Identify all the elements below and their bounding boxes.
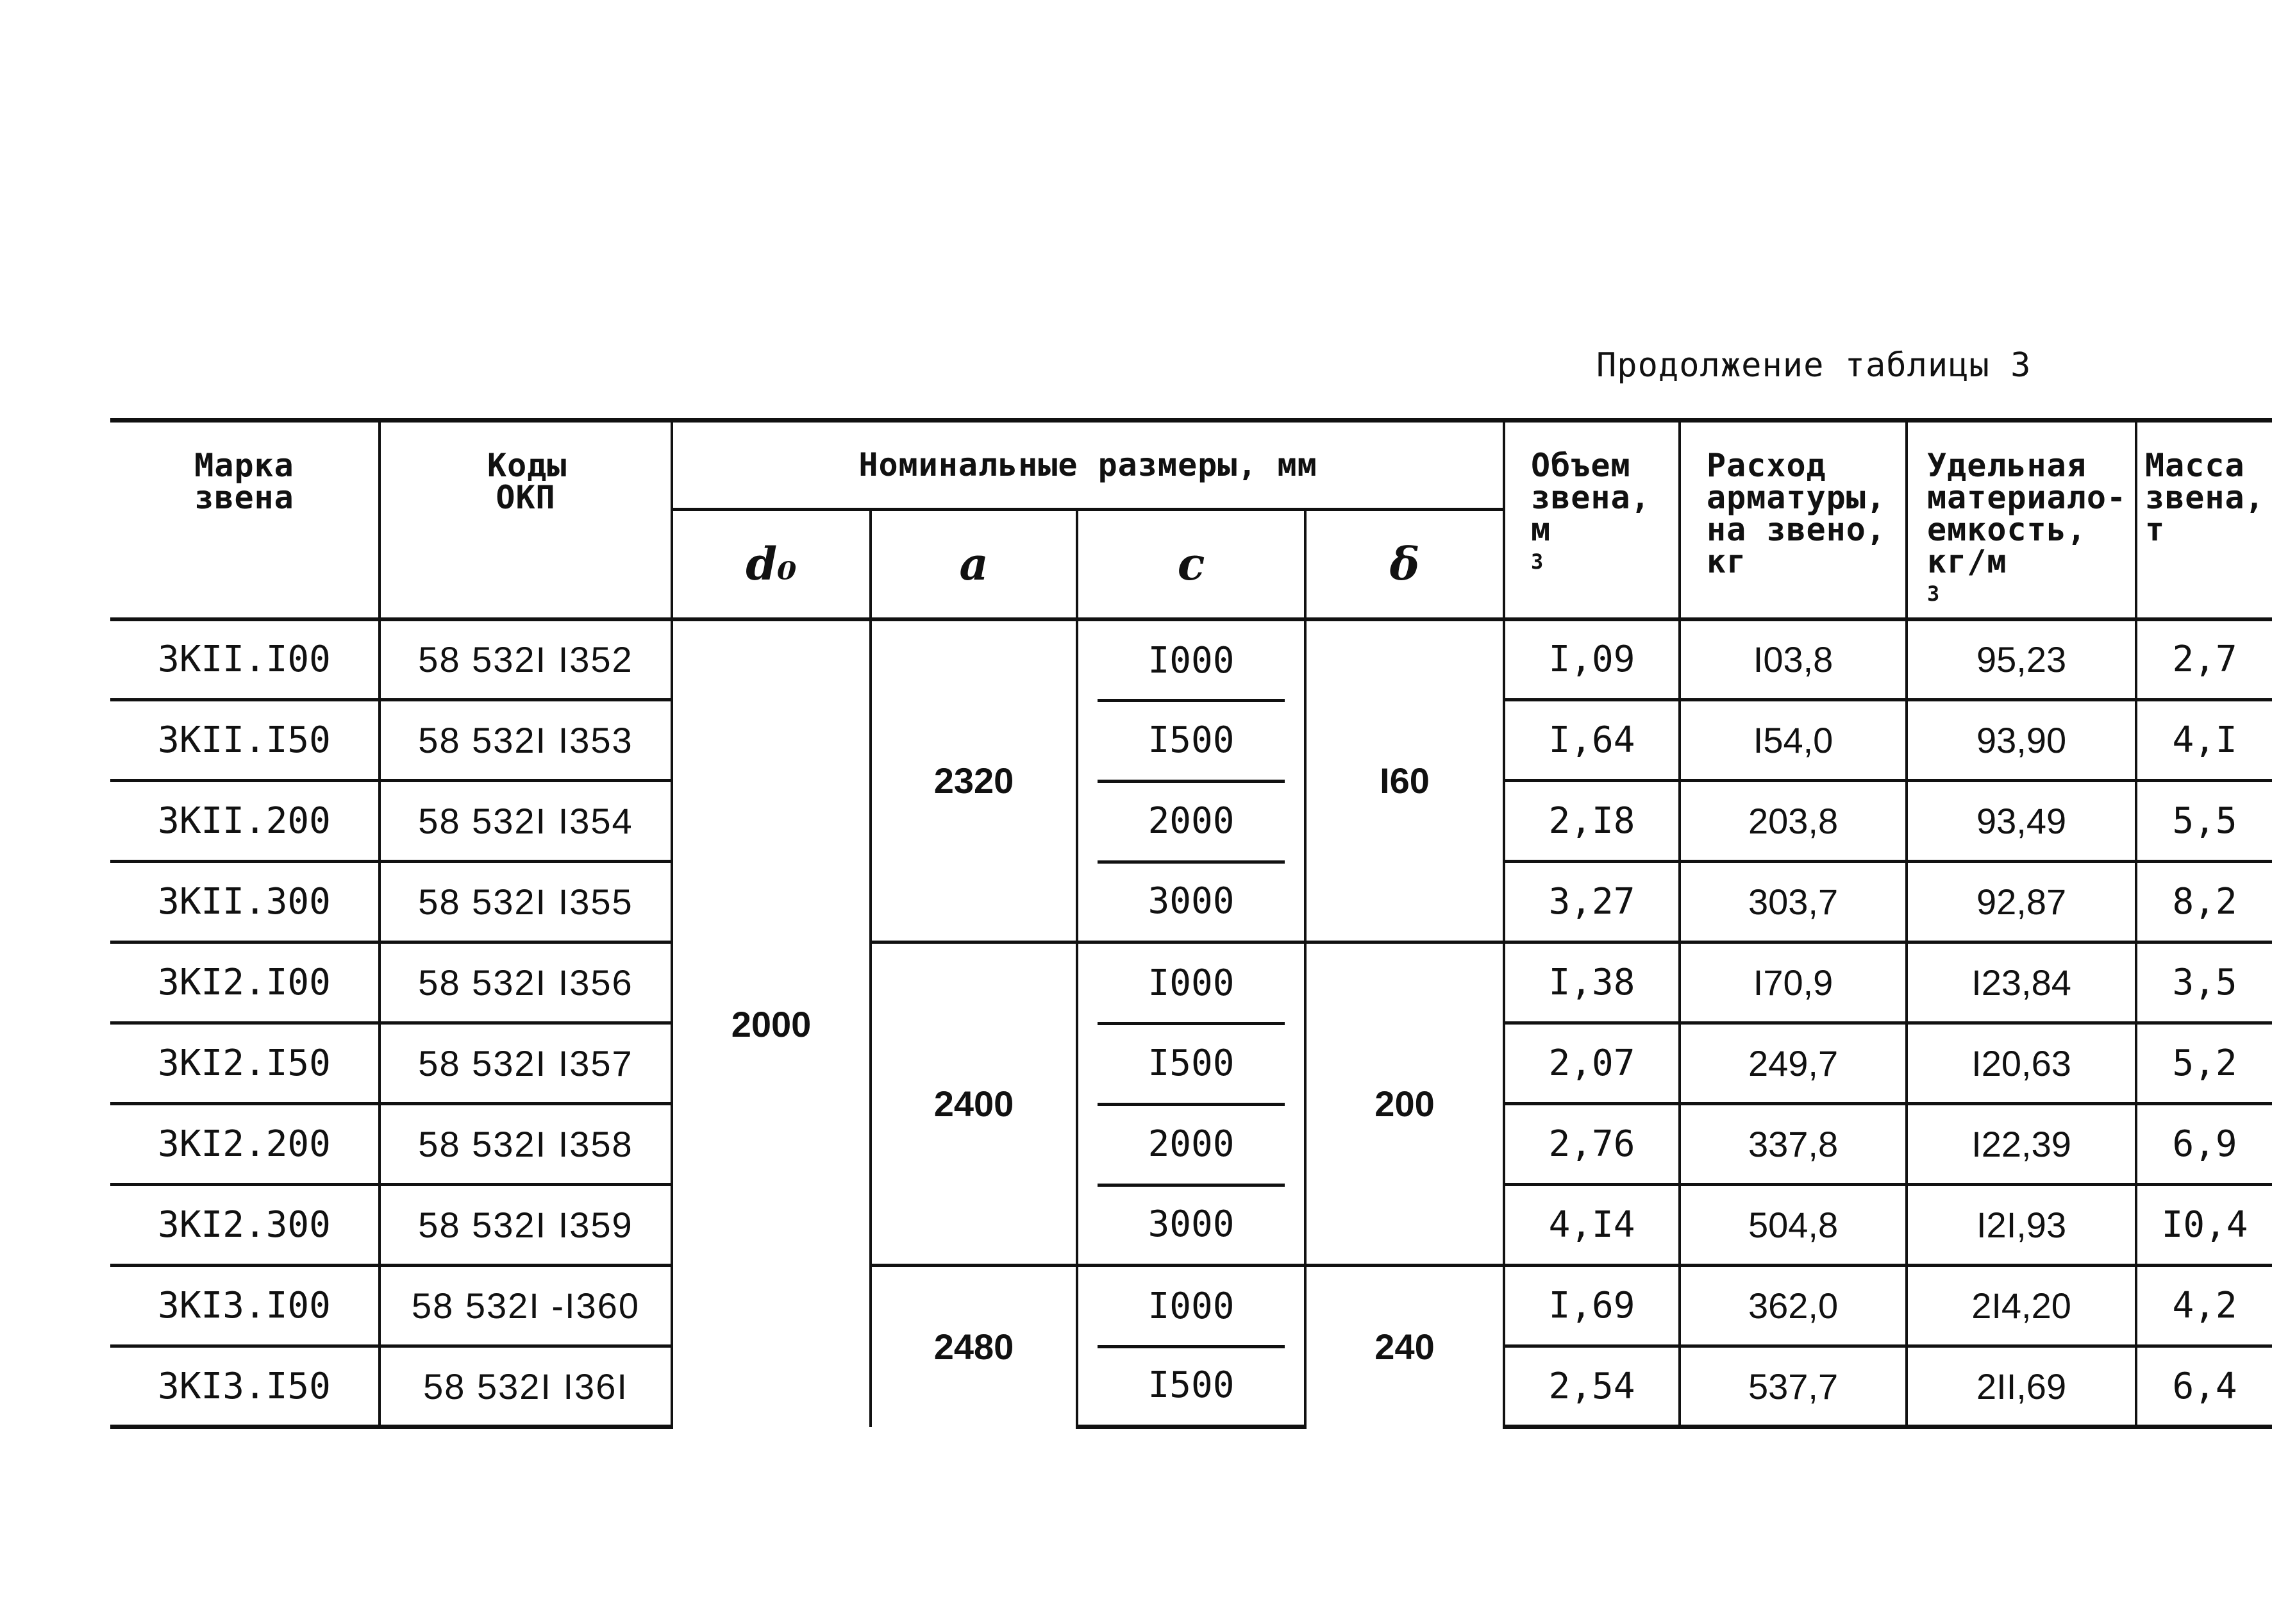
table-row	[110, 700, 2272, 781]
specific-cell: 93,90	[1907, 700, 2136, 781]
table-row	[110, 862, 2272, 942]
col-header-specific	[1907, 421, 2136, 619]
mark-cell: 3КI2.I50	[110, 1023, 380, 1104]
mass-cell: 6,9	[2136, 1104, 2272, 1185]
specific-cell: I22,39	[1907, 1104, 2136, 1185]
rebar-cell: 203,8	[1680, 781, 1907, 862]
volume-cell: 2,76	[1504, 1104, 1680, 1185]
mark-cell: 3КI3.I50	[110, 1346, 380, 1427]
col-header-volume-label: Объем звена, м	[1531, 447, 1651, 548]
rebar-cell: 362,0	[1680, 1266, 1907, 1346]
delta-value: 240	[1305, 1266, 1504, 1427]
col-header-volume	[1504, 421, 1680, 619]
code-cell: 58 532I I36I	[380, 1346, 672, 1427]
mass-cell: 4,I	[2136, 700, 2272, 781]
delta-value: I60	[1305, 619, 1504, 942]
c-cell: 3000	[1077, 1185, 1305, 1266]
table-row	[110, 1346, 2272, 1427]
rebar-cell: I54,0	[1680, 700, 1907, 781]
col-header-codes	[380, 421, 672, 619]
c-cell: I000	[1077, 1266, 1305, 1346]
col-header-c: c	[1077, 509, 1305, 619]
volume-cell: 2,54	[1504, 1346, 1680, 1427]
col-header-specific-sup: 3	[1927, 582, 1941, 606]
specific-cell: I20,63	[1907, 1023, 2136, 1104]
c-cell: I000	[1077, 942, 1305, 1023]
code-cell: 58 532I I357	[380, 1023, 672, 1104]
table-row	[110, 781, 2272, 862]
rebar-cell: 504,8	[1680, 1185, 1907, 1266]
col-header-mass-label: Масса звена, т	[2145, 447, 2265, 548]
mark-cell: 3КII.I50	[110, 700, 380, 781]
specific-cell: 95,23	[1907, 619, 2136, 700]
col-header-codes-label: Коды ОКП	[487, 447, 567, 516]
mark-cell: 3КI2.I00	[110, 942, 380, 1023]
table-row	[110, 619, 2272, 700]
table-caption: Продолжение таблицы 3	[1596, 346, 2032, 385]
table-row	[110, 1104, 2272, 1185]
volume-cell: 2,I8	[1504, 781, 1680, 862]
table-row	[110, 1185, 2272, 1266]
code-cell: 58 532I I356	[380, 942, 672, 1023]
volume-cell: I,69	[1504, 1266, 1680, 1346]
col-header-rebar	[1680, 421, 1907, 619]
mark-cell: 3КI2.200	[110, 1104, 380, 1185]
mass-cell: I0,4	[2136, 1185, 2272, 1266]
specific-cell: 93,49	[1907, 781, 2136, 862]
mass-cell: 2,7	[2136, 619, 2272, 700]
col-header-specific-label: Удельная материало-емкость, кг/м	[1927, 447, 2127, 580]
specific-cell: 2I4,20	[1907, 1266, 2136, 1346]
mass-cell: 6,4	[2136, 1346, 2272, 1427]
code-cell: 58 532I I352	[380, 619, 672, 700]
mark-cell: 3КII.200	[110, 781, 380, 862]
mass-cell: 5,5	[2136, 781, 2272, 862]
a-value: 2400	[871, 942, 1077, 1266]
code-cell: 58 532I I353	[380, 700, 672, 781]
rebar-cell: I70,9	[1680, 942, 1907, 1023]
code-cell: 58 532I I358	[380, 1104, 672, 1185]
col-header-d0: d₀	[672, 509, 871, 619]
col-header-mark-label: Марка звена	[194, 447, 294, 516]
volume-cell: 4,I4	[1504, 1185, 1680, 1266]
table-row	[110, 1266, 2272, 1346]
delta-value: 200	[1305, 942, 1504, 1266]
rebar-cell: 337,8	[1680, 1104, 1907, 1185]
col-header-rebar-label: Расход арматуры, на звено, кг	[1707, 447, 1886, 580]
mark-cell: 3КI2.300	[110, 1185, 380, 1266]
c-cell: I500	[1077, 700, 1305, 781]
col-header-nominal: Номинальные размеры, мм	[672, 421, 1504, 510]
specification-table	[110, 418, 2272, 1429]
specific-cell: I23,84	[1907, 942, 2136, 1023]
mass-cell: 8,2	[2136, 862, 2272, 942]
c-cell: 2000	[1077, 781, 1305, 862]
c-cell: 2000	[1077, 1104, 1305, 1185]
mass-cell: 3,5	[2136, 942, 2272, 1023]
mark-cell: 3КII.I00	[110, 619, 380, 700]
col-header-delta: δ	[1305, 509, 1504, 619]
col-header-mass	[2136, 421, 2272, 619]
col-header-a: a	[871, 509, 1077, 619]
table-row	[110, 1023, 2272, 1104]
mark-cell: 3КII.300	[110, 862, 380, 942]
table-row	[110, 942, 2272, 1023]
c-cell: 3000	[1077, 862, 1305, 942]
specific-cell: 92,87	[1907, 862, 2136, 942]
volume-cell: I,09	[1504, 619, 1680, 700]
mass-cell: 5,2	[2136, 1023, 2272, 1104]
volume-cell: I,64	[1504, 700, 1680, 781]
col-header-volume-sup: 3	[1531, 549, 1544, 574]
specific-cell: 2II,69	[1907, 1346, 2136, 1427]
volume-cell: I,38	[1504, 942, 1680, 1023]
mass-cell: 4,2	[2136, 1266, 2272, 1346]
rebar-cell: 249,7	[1680, 1023, 1907, 1104]
a-value: 2320	[871, 619, 1077, 942]
d0-value: 2000	[672, 619, 871, 1427]
code-cell: 58 532I I354	[380, 781, 672, 862]
volume-cell: 2,07	[1504, 1023, 1680, 1104]
code-cell: 58 532I -I360	[380, 1266, 672, 1346]
c-cell: I500	[1077, 1346, 1305, 1427]
rebar-cell: I03,8	[1680, 619, 1907, 700]
code-cell: 58 532I I355	[380, 862, 672, 942]
volume-cell: 3,27	[1504, 862, 1680, 942]
mark-cell: 3КI3.I00	[110, 1266, 380, 1346]
specific-cell: I2I,93	[1907, 1185, 2136, 1266]
a-value: 2480	[871, 1266, 1077, 1427]
code-cell: 58 532I I359	[380, 1185, 672, 1266]
rebar-cell: 303,7	[1680, 862, 1907, 942]
c-cell: I000	[1077, 619, 1305, 700]
c-cell: I500	[1077, 1023, 1305, 1104]
rebar-cell: 537,7	[1680, 1346, 1907, 1427]
col-header-mark	[110, 421, 380, 619]
